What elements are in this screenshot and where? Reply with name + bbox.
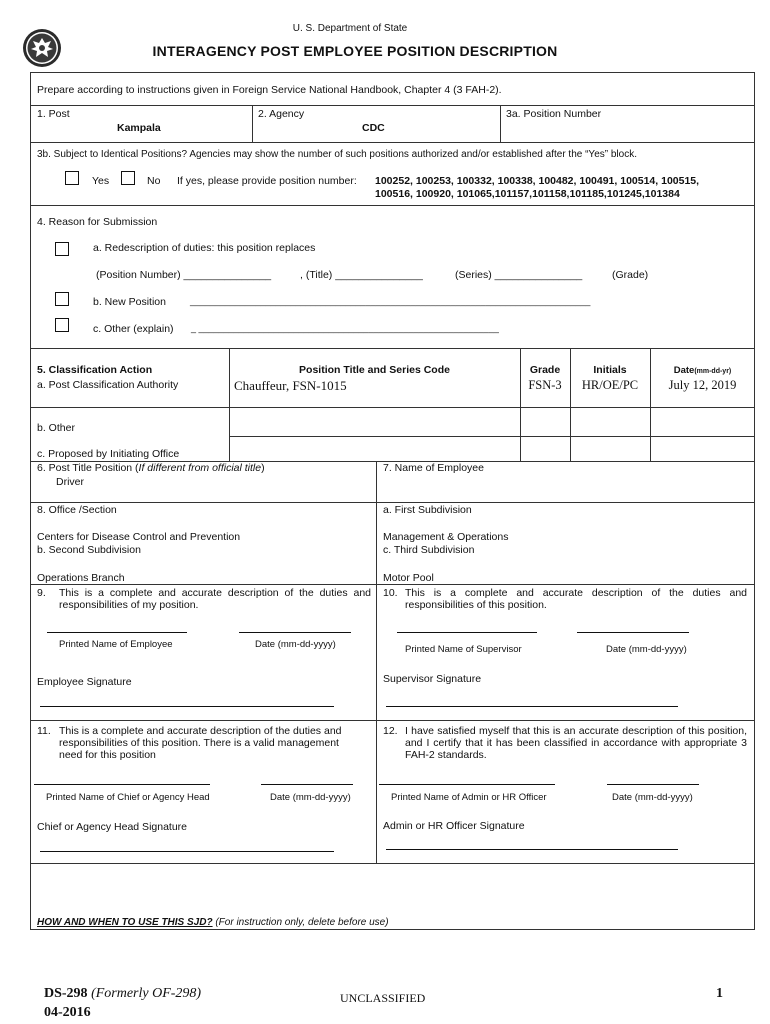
- office-section-value[interactable]: Centers for Disease Control and Prevention: [37, 531, 241, 543]
- no-label: No: [147, 175, 161, 187]
- col-grade: Grade: [529, 364, 561, 376]
- how-to-use-instruction: (For instruction only, delete before use): [212, 917, 389, 928]
- sig11-statement: This is a complete and accurate description of the duties and responsibilities of this position. There is a valid management need for this position: [59, 725, 342, 761]
- how-to-use-note: [37, 917, 389, 928]
- form-title: INTERAGENCY POST EMPLOYEE POSITION DESCRIPTION: [152, 43, 558, 59]
- second-subdivision-label: b. Second Subdivision: [37, 544, 141, 556]
- post-title-position-value[interactable]: Driver: [56, 476, 84, 488]
- agency-label: 2. Agency: [258, 108, 305, 120]
- divider: [252, 105, 253, 142]
- sig9-number: 9.: [37, 587, 46, 599]
- third-subdivision-value[interactable]: Motor Pool: [383, 572, 434, 584]
- second-subdivision-value[interactable]: Operations Branch: [37, 572, 125, 584]
- divider: [30, 142, 755, 143]
- identical-prompt: If yes, please provide position number:: [177, 175, 357, 187]
- post-title-position-text: 6. Post Title Position (: [37, 462, 139, 474]
- department-name: U. S. Department of State: [292, 23, 408, 34]
- col-date-format: (mm-dd-yr): [694, 368, 732, 375]
- sig9-signature-label: Employee Signature: [37, 676, 132, 688]
- no-checkbox[interactable]: [121, 171, 135, 185]
- col-position-title: Position Title and Series Code: [299, 364, 450, 376]
- sig10-signature-line[interactable]: [386, 706, 678, 707]
- sig12-signature-label: Admin or HR Officer Signature: [383, 820, 525, 832]
- third-subdivision-label: c. Third Subdivision: [383, 544, 475, 556]
- sig9-statement: This is a complete and accurate description of the duties and responsibilities of my position.: [59, 587, 371, 611]
- sig11-signature-line[interactable]: [40, 851, 334, 852]
- sig11-name-line[interactable]: [34, 784, 210, 785]
- identical-numbers-line2[interactable]: 100516, 100920, 101065,101157,101158,101185,101245,101384: [375, 188, 680, 200]
- form-revision-date: 04-2016: [44, 1005, 91, 1020]
- row-a-label: a. Post Classification Authority: [37, 379, 179, 391]
- sig11-date-label: Date (mm-dd-yyyy): [270, 792, 351, 803]
- sig12-signature-line[interactable]: [386, 849, 678, 850]
- yes-label: Yes: [92, 175, 110, 187]
- replaced-position-number[interactable]: (Position Number) _______________: [96, 269, 272, 281]
- new-position-line[interactable]: ________________________________________________________________________________: [190, 296, 591, 306]
- instructions-text: Prepare according to instructions given in Foreign Service National Handbook, Chapter 4 (3 FAH-2).: [37, 84, 502, 96]
- divider: [30, 863, 755, 864]
- identical-numbers-line1[interactable]: 100252, 100253, 100332, 100338, 100482, 100491, 100514, 100515,: [375, 175, 700, 187]
- sig12-statement: I have satisfied myself that this is an accurate description of this position, and I certify that it has been classified in accordance with appropriate 3 FAH-2 standards.: [405, 725, 747, 761]
- post-title-position-label: [37, 462, 265, 474]
- divider: [229, 436, 755, 437]
- col-date-label: Date: [673, 365, 695, 376]
- sig9-date-label: Date (mm-dd-yyyy): [255, 639, 336, 650]
- sig10-statement: This is a complete and accurate description of the duties and responsibilities of this position.: [405, 587, 747, 611]
- sig11-printed-name-label: Printed Name of Chief or Agency Head: [46, 792, 210, 803]
- sig11-number: 11.: [37, 725, 51, 737]
- post-label: 1. Post: [37, 108, 70, 120]
- new-position-checkbox[interactable]: [55, 292, 69, 306]
- row-a-date[interactable]: July 12, 2019: [668, 378, 737, 392]
- employee-name-label: 7. Name of Employee: [383, 462, 484, 474]
- sig10-number: 10.: [383, 587, 398, 599]
- sig9-name-line[interactable]: [47, 632, 187, 633]
- sig12-date-label: Date (mm-dd-yyyy): [612, 792, 693, 803]
- divider: [376, 461, 377, 863]
- post-title-position-close: ): [261, 462, 265, 474]
- position-number-label: 3a. Position Number: [506, 108, 602, 120]
- form-formerly: (Formerly OF-298): [91, 986, 202, 1001]
- replaced-series[interactable]: (Series) _______________: [455, 269, 583, 281]
- sig11-date-line[interactable]: [261, 784, 353, 785]
- post-value[interactable]: Kampala: [117, 122, 161, 134]
- sig10-name-line[interactable]: [397, 632, 537, 633]
- sig9-signature-line[interactable]: [40, 706, 334, 707]
- first-subdivision-label: a. First Subdivision: [383, 504, 472, 516]
- sig11-signature-label: Chief or Agency Head Signature: [37, 821, 188, 833]
- new-position-label: b. New Position: [93, 296, 166, 308]
- reason-label: 4. Reason for Submission: [37, 216, 158, 228]
- row-a-position-title[interactable]: Chauffeur, FSN-1015: [234, 378, 347, 393]
- sig10-printed-name-label: Printed Name of Supervisor: [405, 644, 522, 655]
- sig9-printed-name-label: Printed Name of Employee: [59, 639, 173, 650]
- form-number: [44, 986, 201, 1002]
- divider: [30, 407, 755, 408]
- sig9-date-line[interactable]: [239, 632, 351, 633]
- identical-positions-question: 3b. Subject to Identical Positions? Agencies may show the number of such positions authorized and/or established after the “Yes” block.: [37, 149, 637, 160]
- divider: [30, 105, 755, 106]
- other-reason-label: c. Other (explain): [93, 323, 174, 335]
- other-reason-line[interactable]: _ ____________________________________________________________: [191, 323, 499, 333]
- sig12-name-line[interactable]: [379, 784, 555, 785]
- row-b-label: b. Other: [37, 422, 75, 434]
- divider: [30, 502, 755, 503]
- agency-value[interactable]: CDC: [362, 122, 385, 134]
- divider: [30, 348, 755, 349]
- yes-checkbox[interactable]: [65, 171, 79, 185]
- redescription-checkbox[interactable]: [55, 242, 69, 256]
- row-a-grade[interactable]: FSN-3: [528, 378, 562, 392]
- divider: [30, 720, 755, 721]
- sig10-date-line[interactable]: [577, 632, 689, 633]
- redescription-label: a. Redescription of duties: this position replaces: [93, 242, 316, 254]
- sig12-number: 12.: [383, 725, 398, 737]
- sig10-signature-label: Supervisor Signature: [383, 673, 482, 685]
- classification-marking: UNCLASSIFIED: [340, 991, 426, 1005]
- sig12-date-line[interactable]: [607, 784, 699, 785]
- row-a-initials[interactable]: HR/OE/PC: [581, 378, 639, 392]
- replaced-title[interactable]: , (Title) _______________: [300, 269, 423, 281]
- sig12-printed-name-label: Printed Name of Admin or HR Officer: [391, 792, 547, 803]
- classification-heading: 5. Classification Action: [37, 364, 153, 376]
- other-reason-checkbox[interactable]: [55, 318, 69, 332]
- first-subdivision-value[interactable]: Management & Operations: [383, 531, 509, 543]
- col-date: [650, 364, 755, 376]
- divider: [500, 105, 501, 142]
- form-number-code: DS-298: [44, 986, 88, 1001]
- divider: [30, 584, 755, 585]
- divider: [30, 205, 755, 206]
- row-c-label: c. Proposed by Initiating Office: [37, 448, 180, 460]
- post-title-position-hint: If different from official title: [138, 462, 262, 474]
- office-section-label: 8. Office /Section: [37, 504, 117, 516]
- col-initials: Initials: [593, 364, 627, 376]
- replaced-grade[interactable]: (Grade): [612, 269, 649, 281]
- sig10-date-label: Date (mm-dd-yyyy): [606, 644, 687, 655]
- page-number: 1: [716, 986, 723, 1001]
- how-to-use-heading: HOW AND WHEN TO USE THIS SJD?: [37, 917, 213, 928]
